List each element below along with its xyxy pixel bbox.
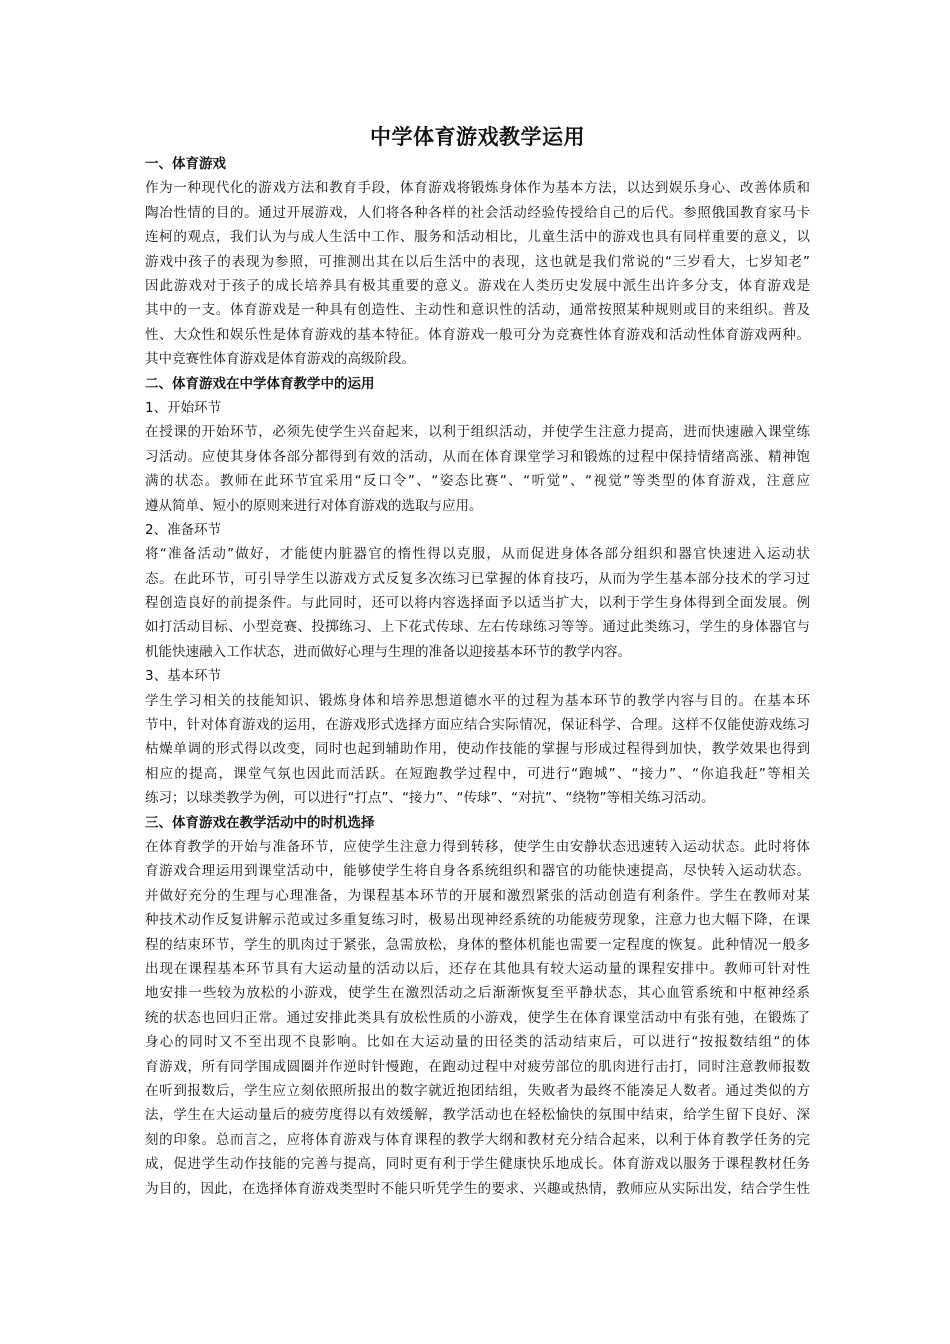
paragraph-line: 刻的印象。总而言之，应将体育游戏与体育课程的教学大纲和教材充分结合起来，以利于体育教学任务的完 — [145, 1131, 810, 1148]
document-title: 中学体育游戏教学运用 — [370, 125, 585, 149]
paragraph-line: 身心的同时又不至出现不良影响。比如在大运动量的田径类的活动结束后，可以进行“按报数结组“的体 — [145, 1034, 810, 1051]
section-3 — [145, 811, 810, 1201]
paragraph-line: 出现在课程基本环节具有大运动量的活动以后，还存在其他具有较大运动量的课程安排中。教师可针对性 — [145, 960, 810, 977]
paragraph-line: 其中的一支。体育游戏是一种具有创造性、主动性和意识性的活动，通常按照某种规则或目的来组织。普及 — [145, 302, 810, 319]
paragraph-line: 态。在此环节，可引导学生以游戏方式反复多次练习已掌握的体育技巧，从而为学生基本部分技术的学习过 — [145, 570, 810, 587]
subsection-heading: 2、准备环节 — [145, 521, 222, 538]
paragraph-line: 遵从简单、短小的原则来进行对体育游戏的选取与应用。 — [145, 497, 483, 514]
paragraph-line: 作为一种现代化的游戏方法和教育手段，体育游戏将锻炼身体作为基本方法，以达到娱乐身心、改善体质和 — [145, 180, 810, 197]
subsection-paragraph — [145, 689, 810, 811]
section-1 — [145, 152, 810, 372]
paragraph-line: 如打活动目标、小型竞赛、投掷练习、上下花式传球、左右传球练习等等。通过此类练习，学生的身体器官与 — [145, 619, 810, 636]
paragraph-line: 程创造良好的前提条件。与此同时，还可以将内容选择面予以适当扩大，以利于学生身体得到全面发展。例 — [145, 595, 810, 612]
paragraph-line: 习活动。应使其身体各部分都得到有效的活动，从而在体育课堂学习和锻炼的过程中保持情绪高涨、精神饱 — [145, 448, 810, 465]
paragraph-line: 连柯的观点，我们认为与成人生活中工作、服务和活动相比，儿童生活中的游戏也具有同样重要的意义，以 — [145, 229, 810, 246]
paragraph-line: 因此游戏对于孩子的成长培养具有极其重要的意义。游戏在人类历史发展中派生出许多分支，体育游戏是 — [145, 277, 810, 294]
subsection-paragraph — [145, 542, 810, 664]
paragraph-line: 法，学生在大运动量后的疲劳度得以有效缓解，教学活动也在轻松愉快的氛围中结束，给学生留下良好、深 — [145, 1107, 810, 1124]
paragraph-line: 地安排一些较为放松的小游戏，使学生在激烈活动之后渐渐恢复至平静状态，其心血管系统和中枢神经系 — [145, 985, 810, 1002]
paragraph-line: 程的结束环节，学生的肌肉过于紧张，急需放松，身体的整体机能也需要一定程度的恢复。此种情况一般多 — [145, 936, 810, 953]
paragraph-line: 在听到报数后，学生应立刻依照所报出的数字就近抱团结组，失败者为最终不能凑足人数者。通过类似的方 — [145, 1082, 810, 1099]
paragraph-line: 节中，针对体育游戏的运用，在游戏形式选择方面应结合实际情况，保证科学、合理。这样不仅能使游戏练习 — [145, 717, 810, 734]
paragraph-line: 枯燥单调的形式得以改变，同时也起到辅助作用，使动作技能的掌握与形成过程得到加快，教学效果也得到 — [145, 741, 810, 758]
paragraph-line: 机能快速融入工作状态，进而做好心理与生理的准备以迎接基本环节的教学内容。 — [145, 643, 631, 660]
section-paragraph — [145, 835, 810, 1201]
paragraph-line: 育游戏，所有同学围成圆圈并作逆时针慢跑，在跑动过程中对疲劳部位的肌肉进行击打，同时注意教师报数 — [145, 1058, 810, 1075]
paragraph-line: 将“准备活动”做好，才能使内脏器官的惰性得以克服，从而促进身体各部分组织和器官快速进入运动状 — [145, 546, 810, 563]
paragraph-line: 其中竞赛性体育游戏是体育游戏的高级阶段。 — [145, 351, 415, 368]
paragraph-line: 满的状态。教师在此环节宜采用“反口令”、“姿态比赛”、“听觉”、“视觉”等类型的体育游戏，注意应 — [145, 473, 810, 490]
paragraph-line: 练习；以球类教学为例，可以进行“打点”、“接力”、“传球”、“对抗”、“绕物”等相关练习活动。 — [145, 790, 715, 807]
paragraph-line: 相应的提高，课堂气氛也因此而活跃。在短跑教学过程中，可进行“跑城”、“接力”、“你追我赶”等相关 — [145, 765, 810, 782]
paragraph-line: 陶冶性情的目的。通过开展游戏，人们将各种各样的社会活动经验传授给自己的后代。参照俄国教育家马卡 — [145, 204, 810, 221]
section-heading: 一、体育游戏 — [145, 156, 226, 172]
paragraph-line: 游戏中孩子的表现为参照，可推测出其在以后生活中的表现，这也就是我们常说的“三岁看大，七岁知老” — [145, 253, 810, 270]
paragraph-line: 并做好充分的生理与心理准备，为课程基本环节的开展和激烈紧张的活动创造有利条件。学生在教师对某 — [145, 887, 810, 904]
subsection-heading: 3、基本环节 — [145, 668, 222, 685]
subsection-paragraph — [145, 420, 810, 518]
paragraph-line: 成，促进学生动作技能的完善与提高，同时更有利于学生健康快乐地成长。体育游戏以服务于课程教材任务 — [145, 1156, 810, 1173]
subsection-heading: 1、开始环节 — [145, 399, 222, 416]
paragraph-line: 为目的，因此，在选择体育游戏类型时不能只听凭学生的要求、兴趣或热情，教师应从实际出发，结合学生性 — [145, 1180, 810, 1197]
paragraph-line: 种技术动作反复讲解示范或过多重复练习时，极易出现神经系统的功能疲劳现象，注意力也大幅下降，在课 — [145, 912, 810, 929]
section-heading: 三、体育游戏在教学活动中的时机选择 — [145, 814, 375, 831]
paragraph-line: 性、大众性和娱乐性是体育游戏的基本特征。体育游戏一般可分为竞赛性体育游戏和活动性体育游戏两种。 — [145, 326, 810, 343]
document-page — [145, 122, 810, 1201]
paragraph-line: 学生学习相关的技能知识、锻炼身体和培养思想道德水平的过程为基本环节的教学内容与目的。在基本环 — [145, 692, 810, 709]
paragraph-line: 在授课的开始环节，必须先使学生兴奋起来，以利于组织活动，并使学生注意力提高，进而快速融入课堂练 — [145, 424, 810, 441]
paragraph-line: 统的状态也回归正常。通过安排此类具有放松性质的小游戏，使学生在体育课堂活动中有张有弛，在锻炼了 — [145, 1009, 810, 1026]
section-heading: 二、体育游戏在中学体育教学中的运用 — [145, 375, 375, 392]
paragraph-line: 在体育教学的开始与准备环节，应使学生注意力得到转移，使学生由安静状态迅速转入运动状态。此时将体 — [145, 839, 810, 856]
section-2 — [145, 372, 810, 811]
section-paragraph — [145, 176, 810, 371]
paragraph-line: 育游戏合理运用到课堂活动中，能够使学生将自身各系统组织和器官的功能快速提高，尽快转入运动状态。 — [145, 863, 810, 880]
